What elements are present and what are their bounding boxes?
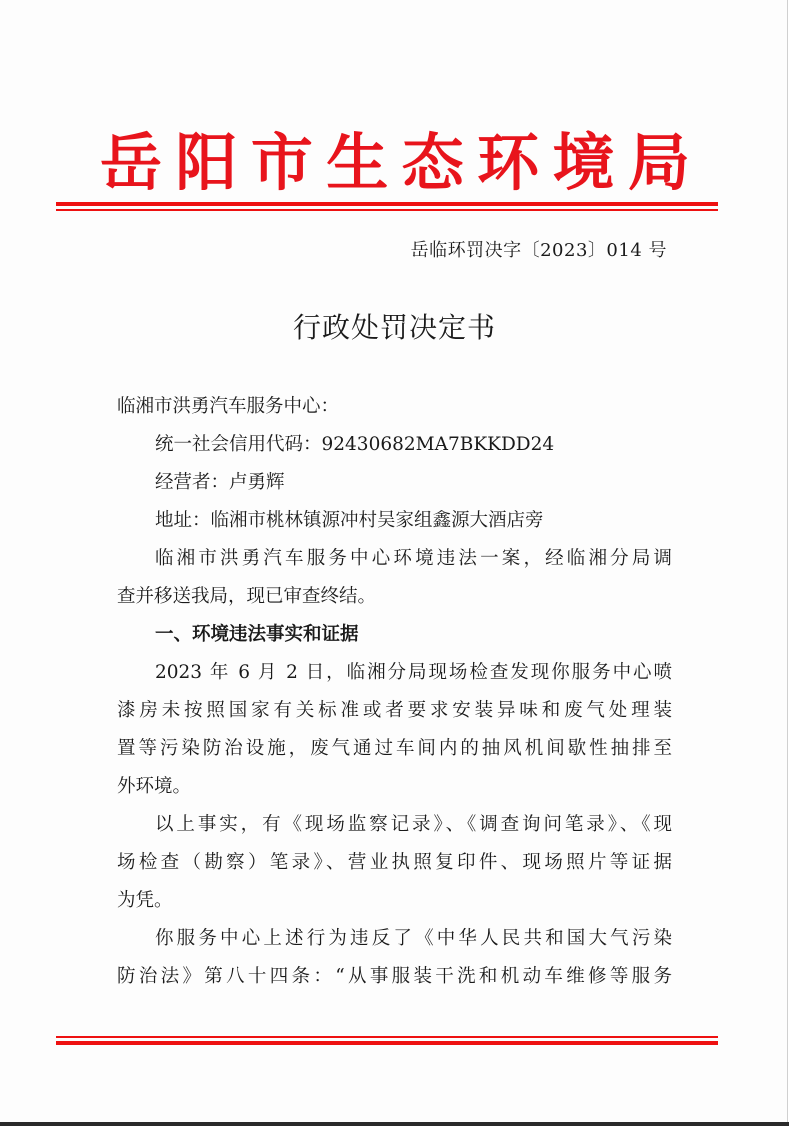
section-heading: 一、环境违法事实和证据 bbox=[155, 624, 359, 645]
facts-line: 外环境。 bbox=[117, 776, 192, 797]
scan-edge bbox=[0, 1122, 789, 1126]
letterhead-char: 境 bbox=[552, 125, 615, 199]
letterhead-char: 局 bbox=[627, 125, 690, 199]
evidence-line: 为凭。 bbox=[117, 890, 173, 911]
facts-line: 漆房未按照国家有关标准或者要求安装异味和废气处理装 bbox=[117, 700, 672, 721]
recipient-name: 临湘市洪勇汽车服务中心： bbox=[117, 396, 340, 417]
letterhead-char: 态 bbox=[401, 125, 464, 199]
document-title: 行政处罚决定书 bbox=[292, 311, 496, 344]
letterhead-char: 阳 bbox=[175, 125, 238, 199]
letterhead-char: 环 bbox=[477, 125, 540, 199]
footer-rule-thick bbox=[56, 1041, 718, 1045]
facts-line: 置等污染防治设施，废气通过车间内的抽风机间歇性抽排至 bbox=[117, 738, 672, 759]
letterhead-char: 市 bbox=[250, 125, 313, 199]
evidence-line: 以上事实，有《现场监察记录》、《调查询问笔录》、《现 bbox=[155, 814, 672, 835]
intro-line: 查并移送我局，现已审查终结。 bbox=[117, 586, 377, 607]
header-rule-thick bbox=[56, 202, 718, 206]
letterhead-char: 生 bbox=[326, 125, 389, 199]
facts-line: 2023 年 6 月 2 日，临湘分局现场检查发现你服务中心喷 bbox=[155, 662, 672, 683]
evidence-line: 场检查（勘察）笔录》、营业执照复印件、现场照片等证据 bbox=[117, 852, 672, 873]
letterhead-char: 岳 bbox=[100, 125, 163, 199]
intro-line: 临湘市洪勇汽车服务中心环境违法一案，经临湘分局调 bbox=[155, 548, 672, 569]
footer-rule-thin bbox=[56, 1036, 718, 1038]
violation-line: 你服务中心上述行为违反了《中华人民共和国大气污染 bbox=[155, 928, 672, 949]
violation-line: 防治法》第八十四条：“从事服装干洗和机动车维修等服务 bbox=[117, 966, 672, 987]
operator: 经营者：卢勇辉 bbox=[155, 472, 285, 493]
document-number: 岳临环罚决字〔2023〕014 号 bbox=[410, 240, 667, 261]
header-rule-thin bbox=[56, 209, 718, 211]
agency-letterhead bbox=[100, 122, 690, 199]
address: 地址：临湘市桃林镇源冲村吴家组鑫源大酒店旁 bbox=[155, 510, 544, 531]
document-body bbox=[117, 388, 672, 996]
credit-code: 统一社会信用代码：92430682MA7BKKDD24 bbox=[155, 434, 555, 455]
